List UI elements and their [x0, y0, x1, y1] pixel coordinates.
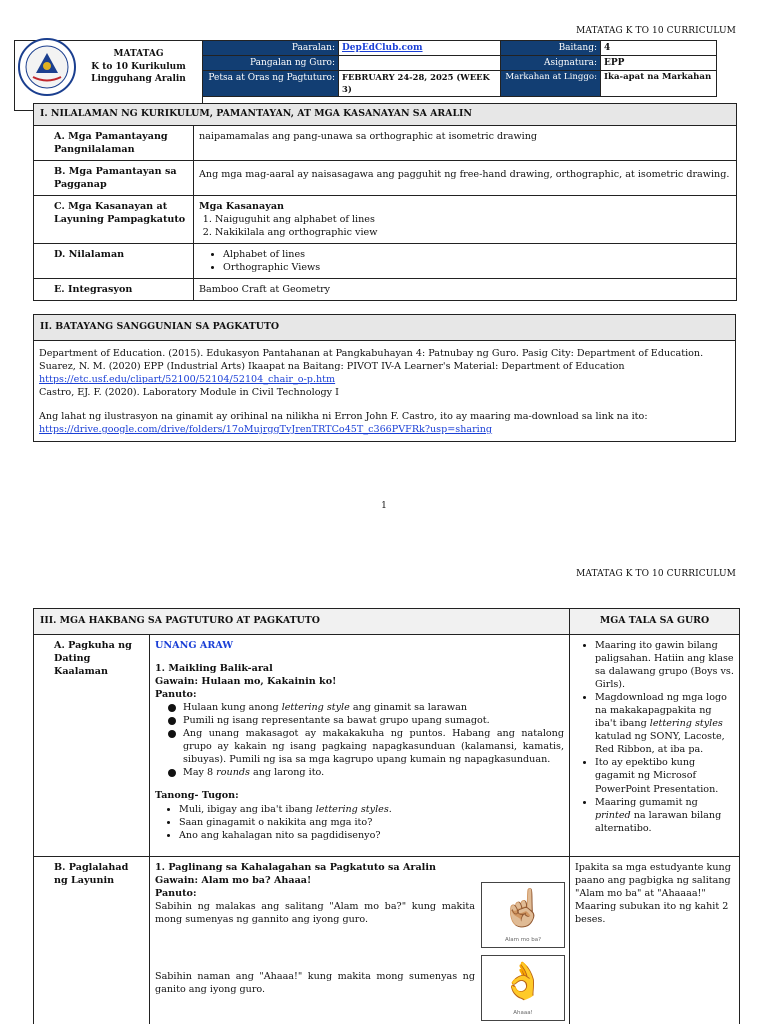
kasanayan-heading: Mga Kasanayan — [199, 200, 285, 212]
page-number: 1 — [381, 501, 387, 511]
deped-seal-icon — [17, 37, 77, 97]
row-a-label: A. Mga Pamantayang Pangnilalaman — [34, 125, 194, 160]
row-c-content — [194, 195, 737, 243]
notes-title: MGA TALA SA GURO — [570, 609, 740, 635]
section-2-title: II. BATAYANG SANGGUNIAN SA PAGKATUTO — [34, 315, 736, 341]
paaralan-value — [339, 41, 501, 56]
org-line-1: MATATAG — [113, 49, 164, 60]
activity-b-para-2: Sabihin naman ang "Ahaaa!" kung makita mong sumenyas ng ganito ang iyong guro. — [155, 971, 475, 996]
list-item: • Orthographic Views — [223, 261, 731, 274]
row-a-content: naipamamalas ang pang-unawa sa orthographic at isometric drawing — [194, 125, 737, 160]
nilalaman-list — [199, 248, 731, 274]
activity-a-panuto: Panuto: — [155, 689, 197, 701]
header-table — [14, 40, 717, 111]
baitang-label: Baitang: — [501, 41, 601, 56]
reference-2: Suarez, N. M. (2020) EPP (Industrial Arts) Ikaapat na Baitang: PIVOT IV-A Learner's Material: Department of Education — [39, 360, 625, 372]
list-item: Ang unang makasagot ay makakakuha ng puntos. Habang ang natalong grupo ay kakain ng isang pagkaing napagkasunduan (kalamansi, kamatis, sibuyas). Pumili ng isa sa mga kagrupo upang kumain ng napagkasunduan. — [183, 728, 564, 766]
header-logo-cell — [15, 41, 203, 111]
activity-a-gawain: Gawain: Hulaan mo, Kakainin ko! — [155, 676, 337, 688]
day-label: UNANG ARAW — [155, 640, 234, 651]
section-2-content — [34, 340, 736, 441]
row-b-content — [194, 160, 737, 195]
guro-label: Pangalan ng Guro: — [203, 56, 339, 71]
list-item: 1. Naiguguhit ang alphabet of lines — [215, 213, 731, 226]
row-b-text: Ang mga mag-aaral ay naisasagawa ang pagguhit ng free-hand drawing, orthographic, at isometric drawing. — [199, 168, 730, 180]
markahan-value: Ika-apat na Markahan — [601, 71, 717, 97]
ahaaa-caption: Ahaaa! — [513, 1009, 533, 1016]
list-item: • Ano ang kahalagan nito sa pagdidisenyo? — [179, 829, 564, 842]
activity-b-title: 1. Paglinang sa Kahalagahan sa Pagkatuto sa Aralin — [155, 862, 436, 873]
org-name — [77, 48, 200, 86]
activity-a-title: 1. Maikling Balik-aral — [155, 663, 273, 675]
row-d-content — [194, 244, 737, 279]
list-item: • Muli, ibigay ang iba't ibang lettering styles. — [179, 803, 564, 816]
list-item: 2. Nakikilala ang orthographic view — [215, 226, 731, 239]
org-line-2: K to 10 Kurikulum — [91, 61, 186, 72]
asignatura-value: EPP — [601, 56, 717, 71]
alam-mo-ba-caption: Alam mo ba? — [504, 936, 542, 943]
paaralan-link[interactable]: DepEdClub.com — [342, 43, 423, 53]
list-item: • Maaring gumamit ng printed na larawan bilang alternatibo. — [595, 796, 734, 835]
section-1-title: I. NILALAMAN NG KURIKULUM, PAMANTAYAN, AT MGA KASANAYAN SA ARALIN — [34, 104, 737, 126]
petsa-value: FEBRUARY 24-28, 2025 (WEEK 3) — [339, 71, 501, 97]
running-head-2: MATATAG K TO 10 CURRICULUM — [576, 569, 736, 579]
reference-2-link-row — [39, 373, 730, 386]
alam-mo-ba-image — [481, 882, 565, 948]
reference-3: Castro, EJ. F. (2020). Laboratory Module in Civil Technology I — [39, 386, 339, 398]
list-item: • Saan ginagamit o nakikita ang mga ito? — [179, 816, 564, 829]
list-item: • Maaring ito gawin bilang paligsahan. Hatiin ang klase sa dalawang grupo (Boys vs. Girls). — [595, 639, 734, 691]
illustration-link-row — [39, 423, 730, 436]
activity-a-steps — [155, 701, 564, 779]
step-a-label: A. Pagkuha ng Dating Kaalaman — [34, 635, 150, 857]
section-3-table — [33, 608, 740, 1024]
list-item: May 8 rounds ang larong ito. — [183, 766, 564, 779]
section-1-table — [33, 103, 737, 301]
petsa-label: Petsa at Oras ng Pagtuturo: — [203, 71, 339, 97]
tanong-title: Tanong- Tugon: — [155, 790, 239, 802]
list-item: • Magdownload ng mga logo na makakapagpakita ng iba't ibang lettering styles katulad ng SONY, Lacoste, Red Ribbon, at iba pa. — [595, 691, 734, 756]
list-item: Hulaan kung anong lettering style ang ginamit sa larawan — [183, 701, 564, 714]
activity-b-panuto: Panuto: — [155, 888, 197, 900]
ahaaa-image — [481, 955, 565, 1021]
step-a-content — [150, 635, 570, 857]
tanong-list — [155, 803, 564, 842]
row-d-label: D. Nilalaman — [34, 244, 194, 279]
illustration-link[interactable]: https://drive.google.com/drive/folders/17oMujrggTvJrenTRTCo45T_c366PVFRk?usp=sharing — [39, 424, 493, 436]
pointing-up-hand-icon: ☝🏼 — [500, 888, 546, 929]
reference-2-link[interactable]: https://etc.usf.edu/clipart/52100/52104/52104_chair_o-p.htm — [39, 373, 336, 385]
illustration-note: Ang lahat ng ilustrasyon na ginamit ay orihinal na nilikha ni Erron John F. Castro, ito ay maaring ma-download sa link na ito: — [39, 410, 648, 422]
row-c-label: C. Mga Kasanayan at Layuning Pampagkatuto — [34, 195, 194, 243]
paaralan-label: Paaralan: — [203, 41, 339, 56]
row-e-content: Bamboo Craft at Geometry — [194, 279, 737, 301]
notes-a-list — [575, 639, 734, 835]
list-item: Pumili ng isang representante sa bawat grupo upang sumagot. — [183, 714, 564, 727]
notes-a — [570, 635, 740, 857]
step-b-content — [150, 857, 570, 1024]
notes-b: Ipakita sa mga estudyante kung paano ang pagbigka ng salitang "Alam mo ba" at "Ahaaaa!" Maaring subukan ito ng kahit 2 beses. — [570, 857, 740, 1024]
markahan-label: Markahan at Linggo: — [501, 71, 601, 97]
reference-1: Department of Education. (2015). Edukasyon Pantahanan at Pangkabuhayan 4: Patnubay ng Guro. Pasig City: Department of Education. — [39, 347, 704, 359]
guro-value — [339, 56, 501, 71]
section-3-title: III. MGA HAKBANG SA PAGTUTURO AT PAGKATUTO — [34, 609, 570, 635]
asignatura-label: Asignatura: — [501, 56, 601, 71]
activity-b-gawain: Gawain: Alam mo ba? Ahaaa! — [155, 875, 312, 887]
ok-hand-icon: 👌 — [500, 961, 546, 1002]
list-item: • Ito ay epektibo kung gagamit ng Microsof PowerPoint Presentation. — [595, 756, 734, 795]
org-line-3: Lingguhang Aralin — [91, 74, 186, 85]
baitang-value: 4 — [601, 41, 717, 56]
running-head-1: MATATAG K TO 10 CURRICULUM — [576, 26, 736, 36]
section-2-table — [33, 314, 736, 442]
list-item: • Alphabet of lines — [223, 248, 731, 261]
kasanayan-list — [199, 213, 731, 239]
step-b-label: B. Paglalahad ng Layunin — [34, 857, 150, 1024]
row-e-label: E. Integrasyon — [34, 279, 194, 301]
row-b-label: B. Mga Pamantayan sa Pagganap — [34, 160, 194, 195]
activity-b-para-1: Sabihin ng malakas ang salitang "Alam mo ba?" kung makita mong sumenyas ng gannito ang iyong guro. — [155, 901, 475, 926]
